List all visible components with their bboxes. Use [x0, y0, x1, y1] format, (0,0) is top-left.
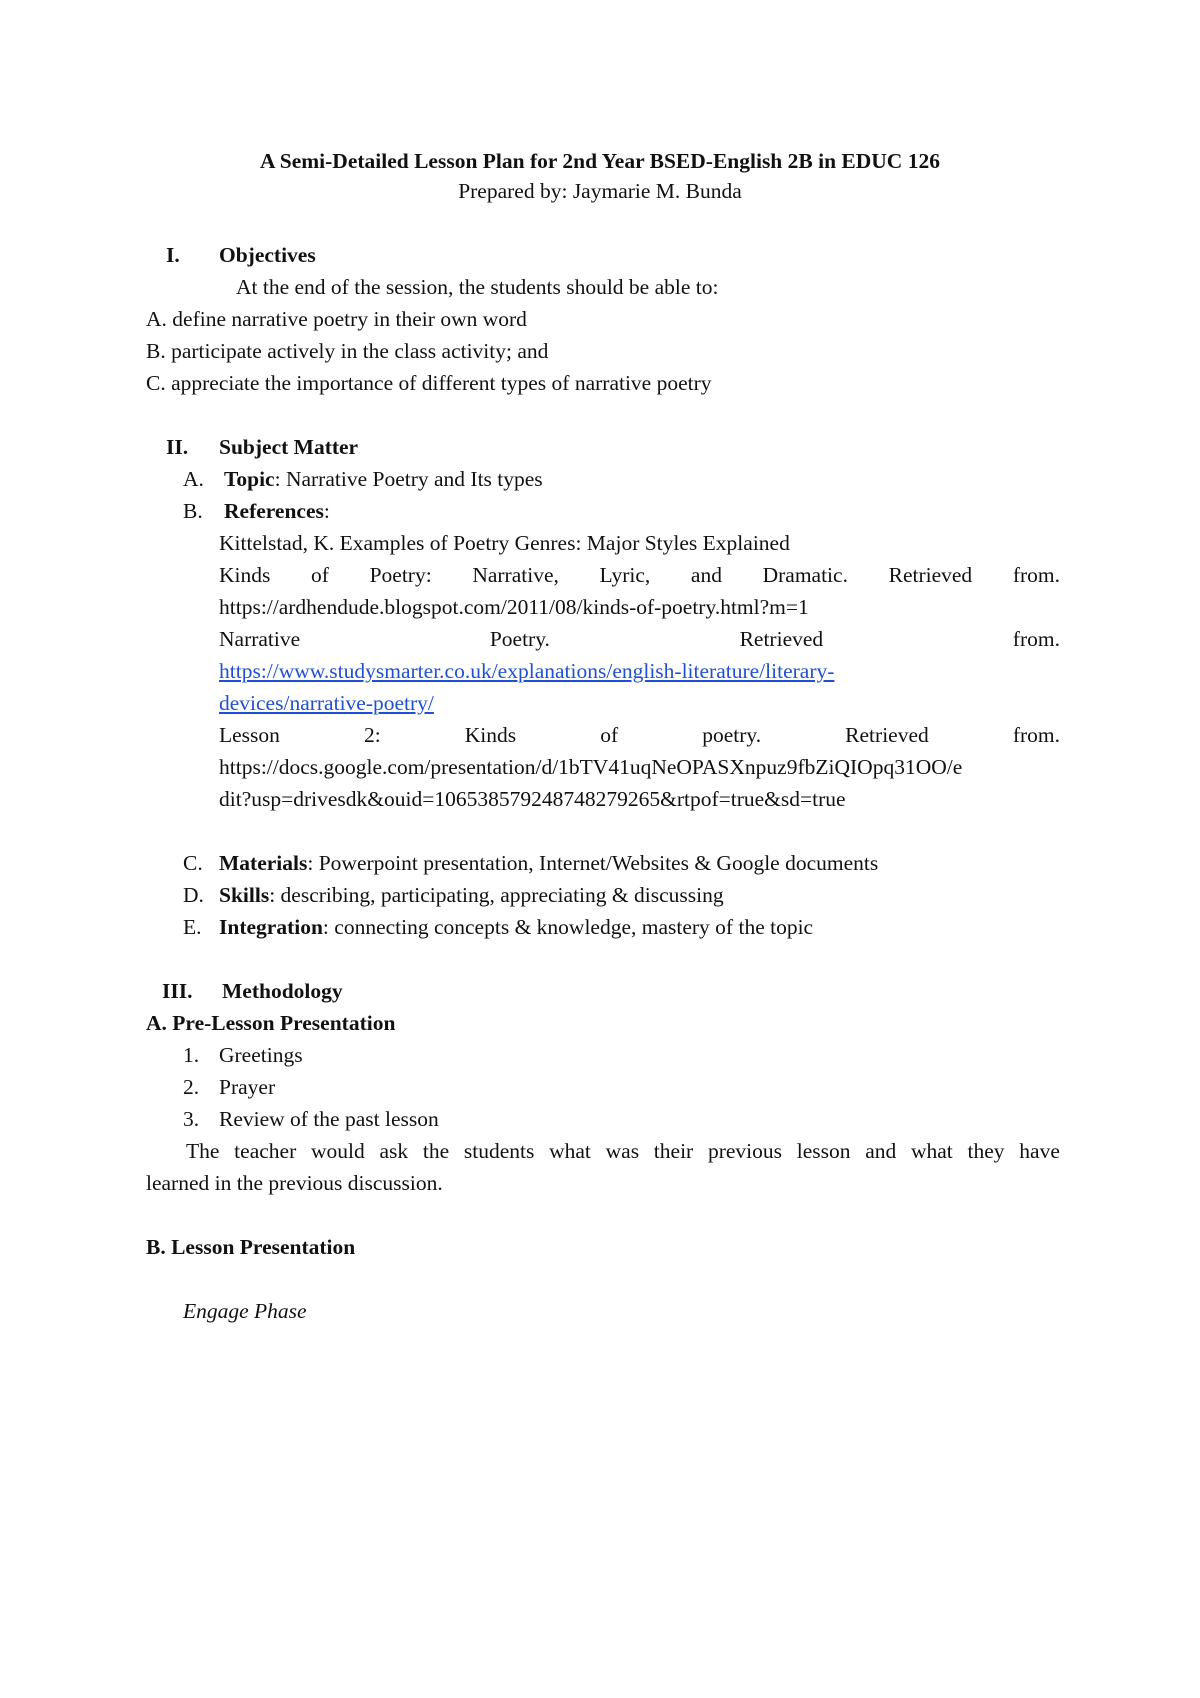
materials-value: : Powerpoint presentation, Internet/Websites & Google documents: [307, 851, 879, 875]
section-numeral-objectives: I.: [166, 243, 180, 267]
review-paragraph-line: learned in the previous discussion.: [146, 1171, 443, 1195]
objective-item: B. participate actively in the class activity; and: [146, 339, 549, 363]
list-item: Review of the past lesson: [219, 1107, 439, 1131]
word: Retrieved: [888, 563, 973, 587]
word: Lyric,: [599, 563, 651, 587]
objectives-intro: At the end of the session, the students should be able to:: [236, 275, 719, 299]
word: previous: [707, 1139, 782, 1163]
word: teacher: [234, 1139, 297, 1163]
word: and: [690, 563, 722, 587]
reference-3-title: [219, 624, 1060, 654]
word: The: [186, 1139, 220, 1163]
objective-item: A. define narrative poetry in their own word: [146, 307, 527, 331]
references-label: References: [224, 499, 324, 523]
item-letter: C.: [183, 851, 203, 875]
word: the: [422, 1139, 450, 1163]
word: they: [967, 1139, 1005, 1163]
word: from.: [1012, 723, 1060, 747]
word: ask: [379, 1139, 409, 1163]
word: Retrieved: [739, 627, 824, 651]
list-number: 3.: [183, 1107, 200, 1131]
word: lesson: [796, 1139, 851, 1163]
list-item: Greetings: [219, 1043, 303, 1067]
pre-lesson-heading: A. Pre-Lesson Presentation: [146, 1011, 396, 1035]
word: have: [1019, 1139, 1060, 1163]
word: from.: [1012, 627, 1060, 651]
item-letter: A.: [183, 467, 204, 491]
word: Poetry.: [489, 627, 550, 651]
word: Kinds: [219, 563, 271, 587]
word: students: [463, 1139, 535, 1163]
word: was: [605, 1139, 640, 1163]
section-numeral-subject-matter: II.: [166, 435, 189, 459]
word: Poetry:: [369, 563, 432, 587]
section-heading-objectives: Objectives: [219, 243, 316, 267]
word: from.: [1012, 563, 1060, 587]
word: and: [865, 1139, 897, 1163]
objective-item: C. appreciate the importance of different types of narrative poetry: [146, 371, 712, 395]
reference-4-title: [219, 720, 1060, 750]
topic-line: [224, 464, 543, 494]
word: of: [311, 563, 329, 587]
reference-4-url: https://docs.google.com/presentation/d/1bTV41uqNeOPASXnpuz9fbZiQIOpq31OO/e: [219, 755, 963, 779]
item-letter: E.: [183, 915, 202, 939]
lesson-presentation-heading: B. Lesson Presentation: [146, 1235, 356, 1259]
review-paragraph-line: [186, 1136, 1060, 1166]
word: what: [549, 1139, 591, 1163]
integration-line: [219, 912, 813, 942]
prepared-by: Prepared by: Jaymarie M. Bunda: [458, 179, 742, 203]
integration-label: Integration: [219, 915, 323, 939]
word: Kinds: [464, 723, 517, 747]
word: poetry.: [702, 723, 762, 747]
word: Retrieved: [845, 723, 929, 747]
skills-value: : describing, participating, appreciating & discussing: [269, 883, 724, 907]
word: Narrative,: [472, 563, 559, 587]
references-colon: :: [323, 499, 330, 523]
topic-value: : Narrative Poetry and Its types: [274, 467, 543, 491]
reference-3-link[interactable]: devices/narrative-poetry/: [219, 691, 434, 715]
word: 2:: [363, 723, 381, 747]
topic-label: Topic: [224, 467, 275, 491]
item-letter: D.: [183, 883, 204, 907]
reference-2-url: https://ardhendude.blogspot.com/2011/08/kinds-of-poetry.html?m=1: [219, 595, 809, 619]
integration-value: : connecting concepts & knowledge, mastery of the topic: [322, 915, 814, 939]
materials-label: Materials: [219, 851, 308, 875]
references-line: [224, 496, 330, 526]
section-heading-methodology: Methodology: [222, 979, 343, 1003]
reference-3-link[interactable]: https://www.studysmarter.co.uk/explanations/english-literature/literary-: [219, 659, 835, 683]
word: their: [653, 1139, 694, 1163]
section-heading-subject-matter: Subject Matter: [219, 435, 359, 459]
list-number: 2.: [183, 1075, 200, 1099]
skills-line: [219, 880, 724, 910]
word: Dramatic.: [762, 563, 848, 587]
section-numeral-methodology: III.: [162, 979, 193, 1003]
engage-phase-heading: Engage Phase: [183, 1299, 307, 1323]
reference-2-title: [219, 560, 1060, 590]
document-title: A Semi-Detailed Lesson Plan for 2nd Year BSED-English 2B in EDUC 126: [260, 149, 940, 173]
word: what: [910, 1139, 953, 1163]
word: of: [600, 723, 619, 747]
list-number: 1.: [183, 1043, 200, 1067]
item-letter: B.: [183, 499, 203, 523]
skills-label: Skills: [219, 883, 270, 907]
reference-4-url: dit?usp=drivesdk&ouid=106538579248748279265&rtpof=true&sd=true: [219, 787, 846, 811]
list-item: Prayer: [219, 1075, 276, 1099]
materials-line: [219, 848, 878, 878]
word: would: [310, 1139, 365, 1163]
word: Narrative: [219, 627, 301, 651]
reference-1: Kittelstad, K. Examples of Poetry Genres: Major Styles Explained: [219, 531, 790, 555]
word: Lesson: [219, 723, 280, 747]
